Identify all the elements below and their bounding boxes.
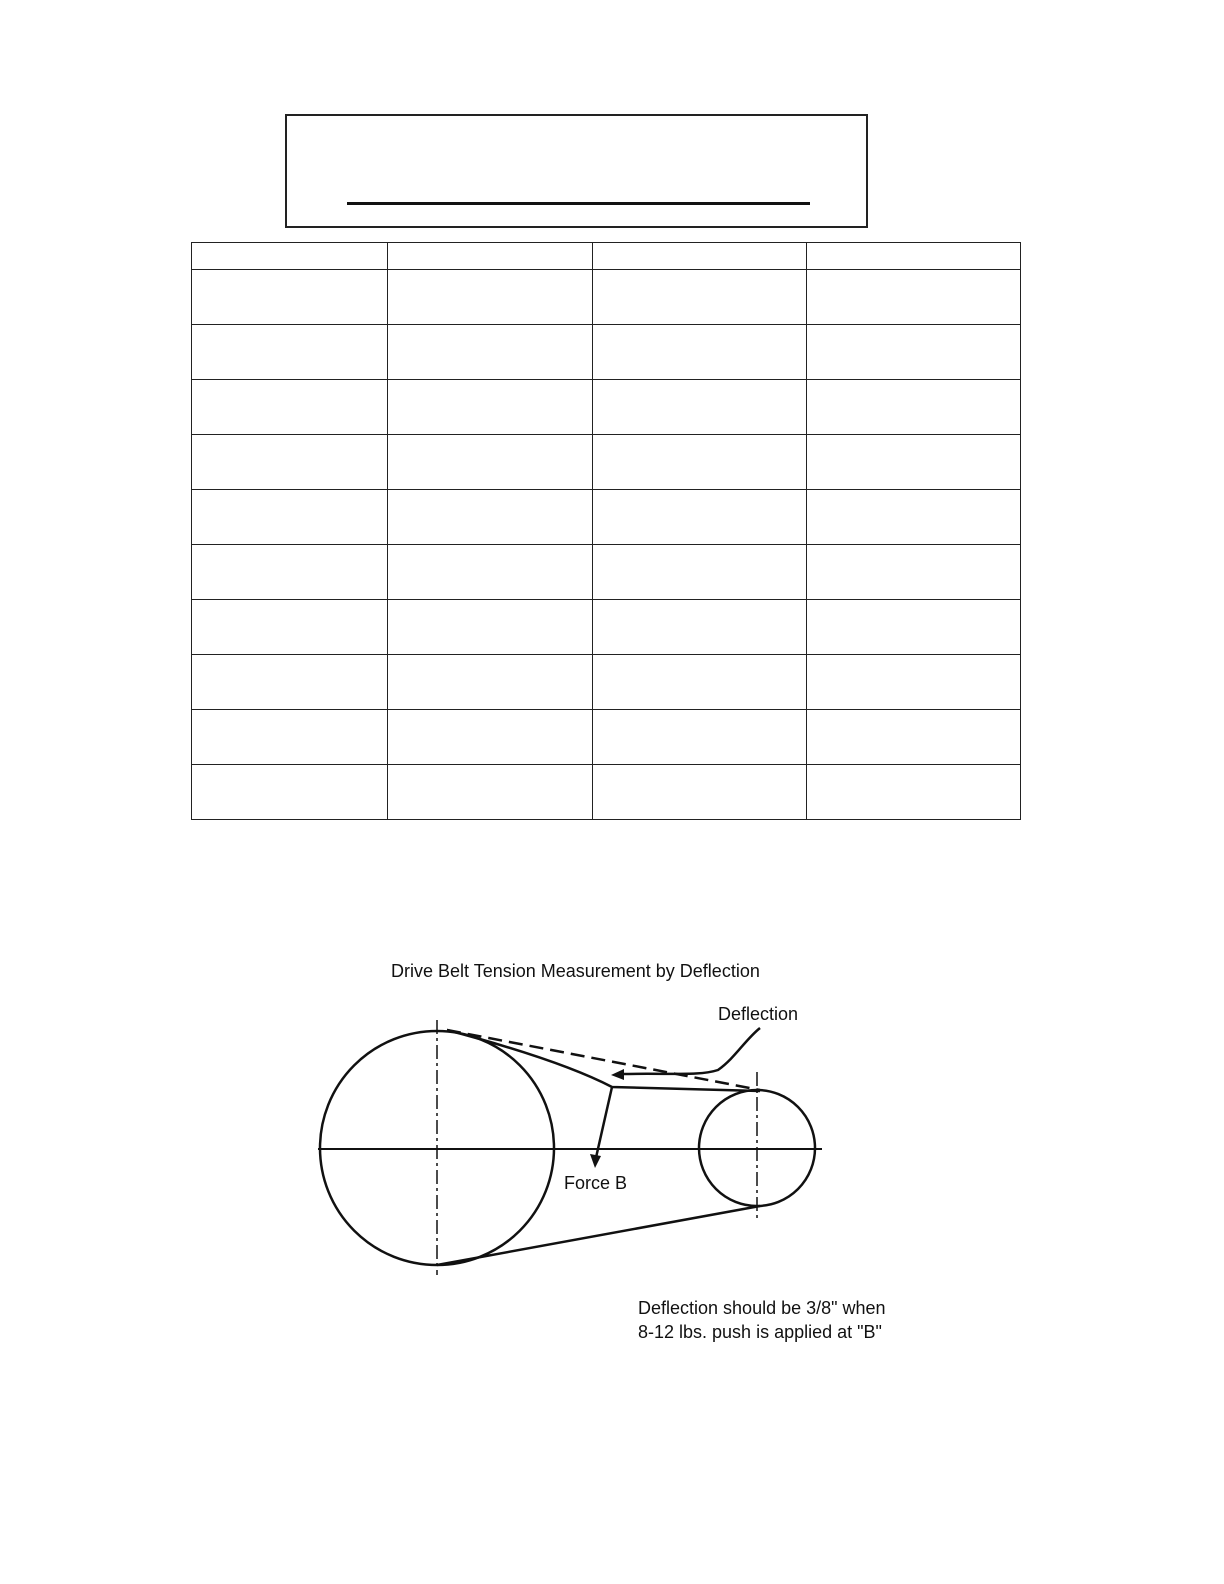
table-row: [192, 490, 1021, 545]
table-cell: [593, 325, 807, 380]
deflection-label: Deflection: [718, 1004, 799, 1024]
table-cell: [593, 243, 807, 270]
deflection-note-line1: Deflection should be 3/8" when: [638, 1298, 886, 1318]
table-cell: [192, 655, 388, 710]
table-cell: [388, 243, 593, 270]
belt-lower: [437, 1206, 760, 1265]
table-cell: [192, 600, 388, 655]
title-box: [285, 114, 868, 228]
force-label: Force B: [564, 1173, 628, 1193]
table-row: [192, 655, 1021, 710]
table-cell: [593, 435, 807, 490]
table-cell: [388, 490, 593, 545]
table-cell: [388, 600, 593, 655]
table-row: [192, 270, 1021, 325]
table-cell: [807, 270, 1021, 325]
table-row: [192, 435, 1021, 490]
table-cell: [388, 545, 593, 600]
table-cell: [593, 710, 807, 765]
table-cell: [593, 545, 807, 600]
table-cell: [388, 435, 593, 490]
table-row: [192, 325, 1021, 380]
table-cell: [593, 490, 807, 545]
table-cell: [192, 325, 388, 380]
table-cell: [388, 765, 593, 820]
table-cell: [388, 710, 593, 765]
table-row: [192, 710, 1021, 765]
table-cell: [807, 600, 1021, 655]
table-cell: [192, 710, 388, 765]
table-cell: [807, 710, 1021, 765]
table-row: [192, 765, 1021, 820]
table-cell: [807, 490, 1021, 545]
belt-tension-diagram: [0, 940, 1224, 1360]
table-cell: [192, 270, 388, 325]
table-cell: [807, 325, 1021, 380]
table-cell: [192, 435, 388, 490]
table-cell: [388, 270, 593, 325]
table-cell: [593, 655, 807, 710]
table-cell: [388, 380, 593, 435]
belt-upper-original: [447, 1030, 760, 1090]
table-row: [192, 600, 1021, 655]
deflection-note-line2: 8-12 lbs. push is applied at "B": [638, 1322, 882, 1342]
table-cell: [388, 655, 593, 710]
diagram-title: Drive Belt Tension Measurement by Deflection: [391, 961, 760, 981]
table-cell: [593, 600, 807, 655]
table-row: [192, 380, 1021, 435]
table-cell: [807, 545, 1021, 600]
table-header-row: [192, 243, 1021, 270]
title-underline: [347, 202, 810, 205]
table-cell: [807, 243, 1021, 270]
table-cell: [388, 325, 593, 380]
deflection-arrow-head: [611, 1069, 624, 1080]
table-cell: [192, 765, 388, 820]
table-cell: [807, 380, 1021, 435]
table-cell: [807, 435, 1021, 490]
force-arrow: [595, 1087, 612, 1162]
force-arrow-head: [590, 1154, 601, 1168]
log-table: [191, 242, 1021, 820]
table-cell: [192, 243, 388, 270]
table-cell: [192, 490, 388, 545]
table-row: [192, 545, 1021, 600]
table-cell: [593, 380, 807, 435]
table-cell: [192, 545, 388, 600]
table-cell: [593, 270, 807, 325]
table-cell: [807, 765, 1021, 820]
table-cell: [807, 655, 1021, 710]
table-cell: [593, 765, 807, 820]
table-cell: [192, 380, 388, 435]
